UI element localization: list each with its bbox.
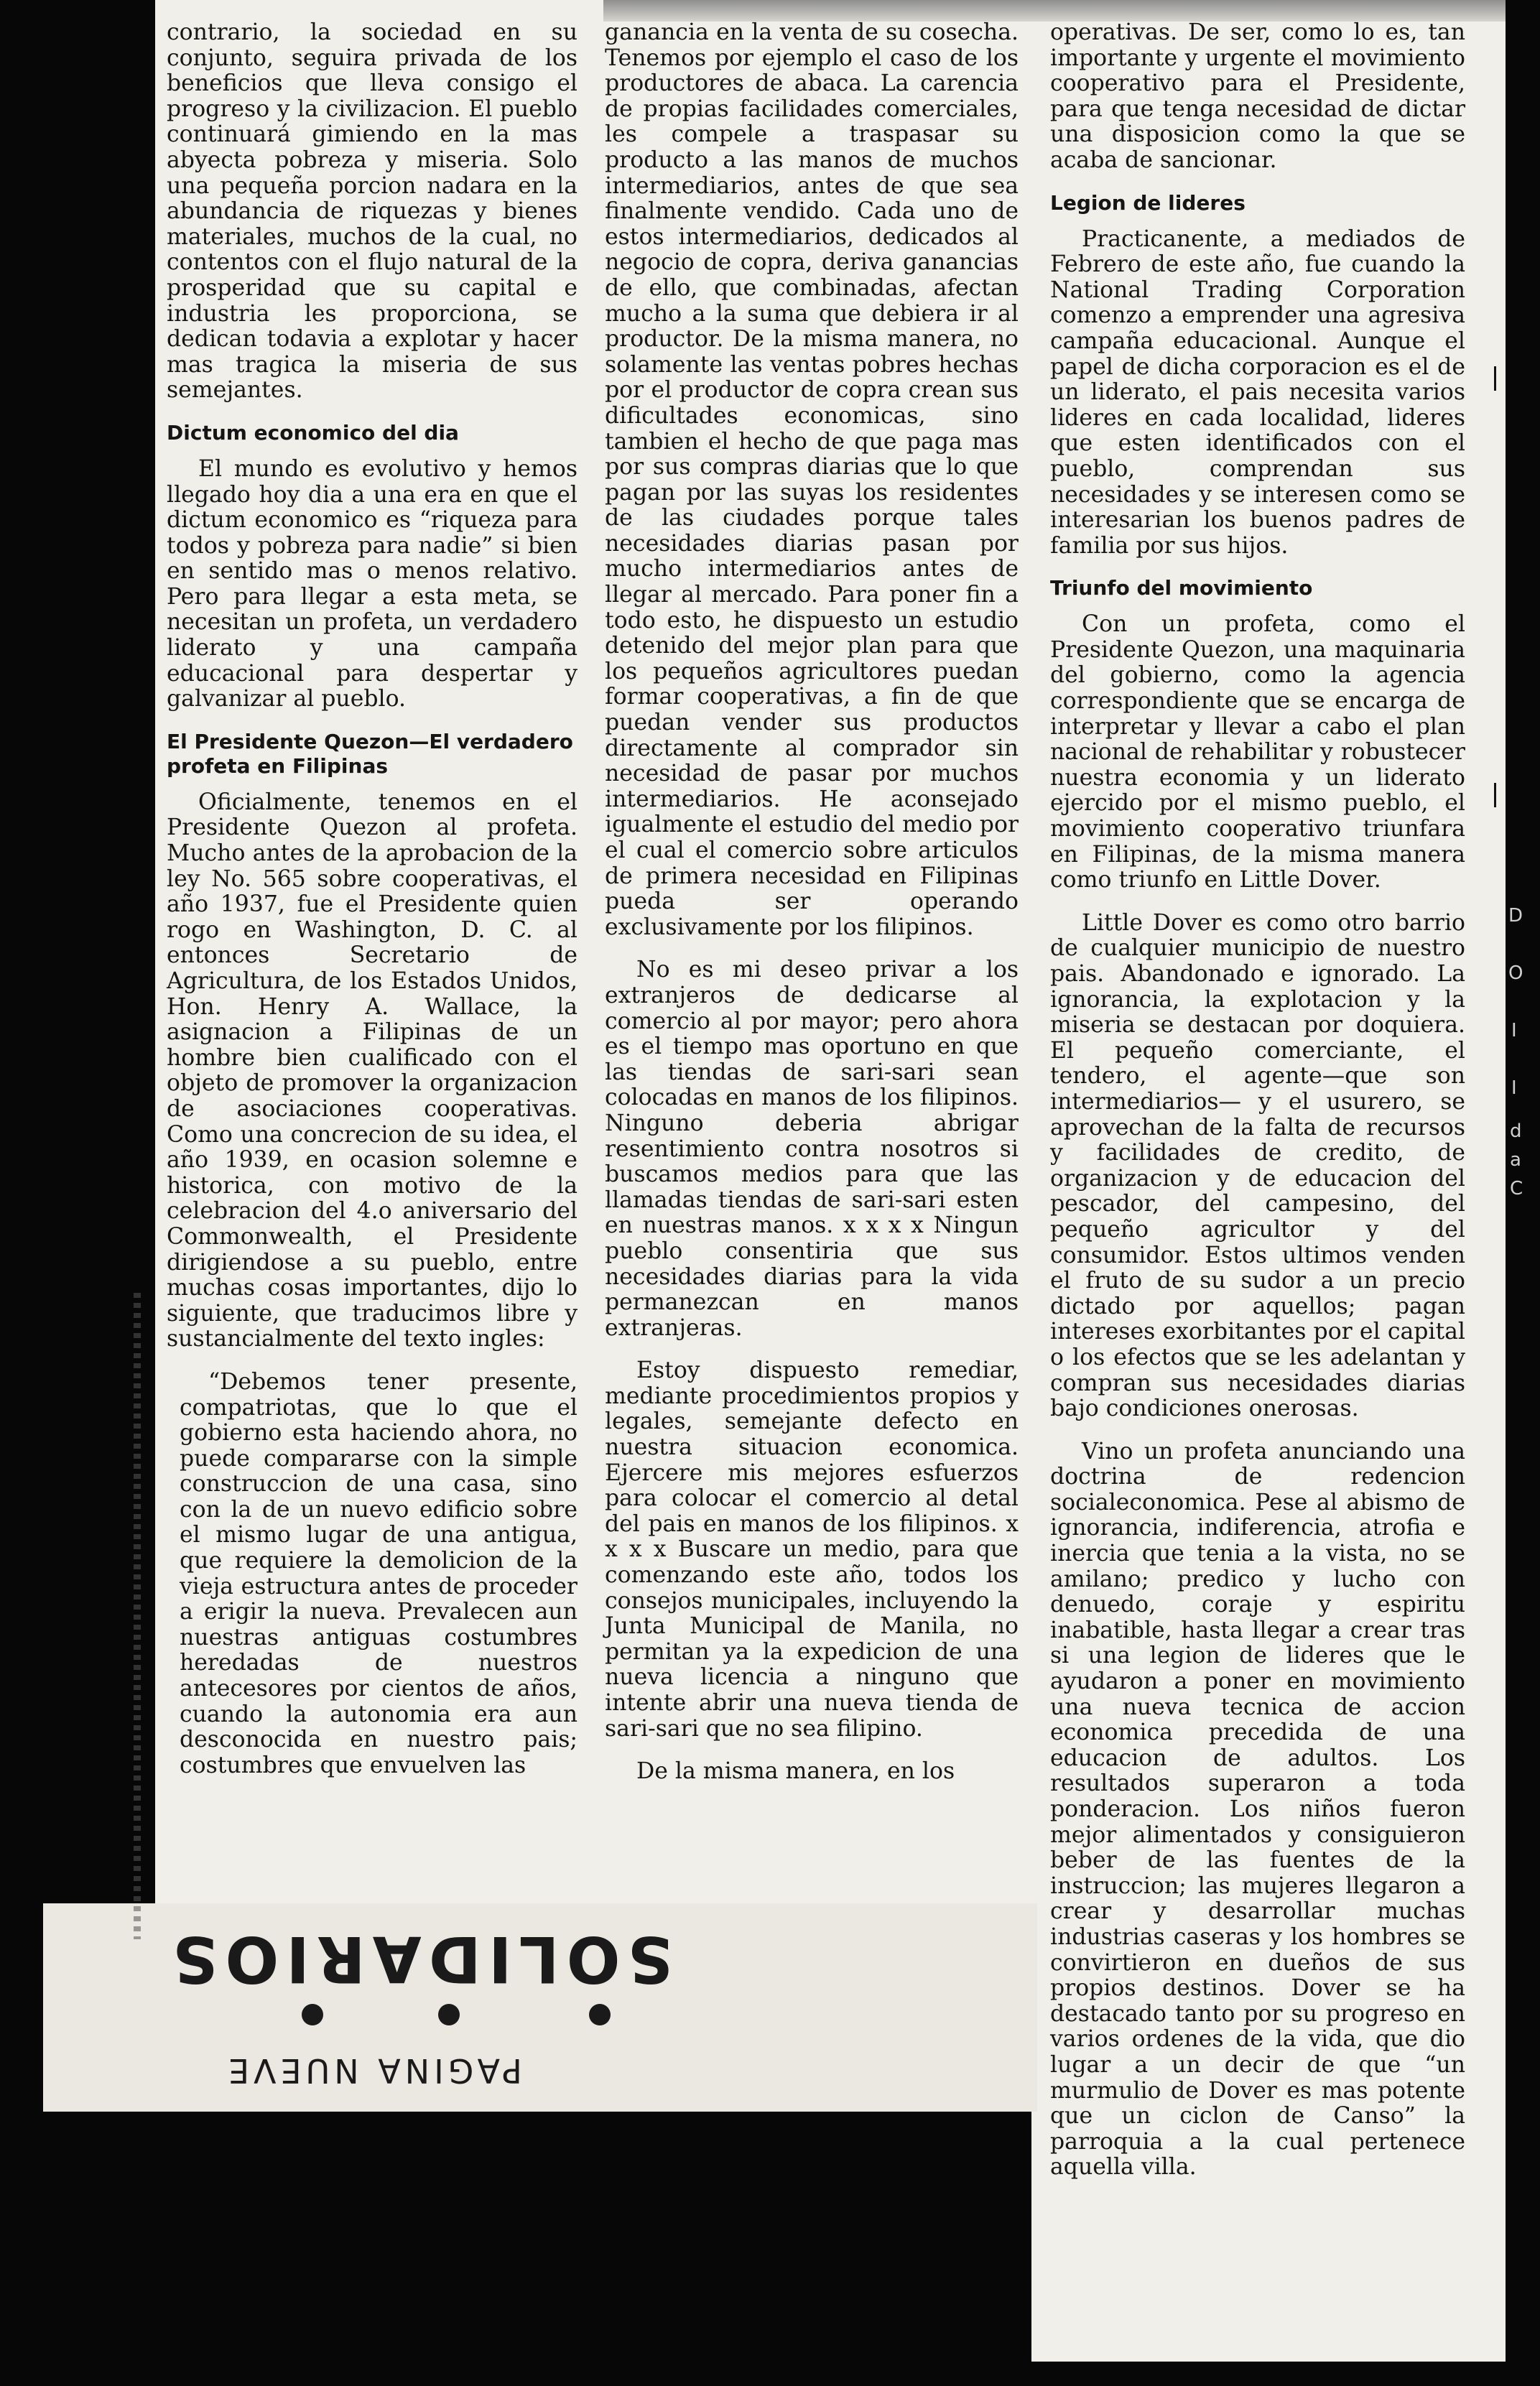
col3-legion-paragraph: Practicanente, a mediados de Febrero de este año, fue cuando la National Trading Corporation comenzo a emprender una agresiva campaña educacional. Aunque el papel de dicha corporacion es el de un liderato, el pais necesita varios lideres en cada localidad, lideres que esten identificados con el pueblo, comprendan sus necesidades y se interesen como se interesarian los buenos padres de familia por sus hijos. (1050, 226, 1465, 559)
col3-triunfo-paragraph: Con un profeta, como el Presidente Quezon, una maquinaria del gobierno, como la agencia correspondiente que se encarga de interpretar y llevar a cabo el plan nacional de rehabilitar y robustecer nuestra economia y un liderato ejercido por el mismo pueblo, el movimiento cooperativo triunfara en Filipinas, de la misma manera como triunfo en Little Dover. (1050, 611, 1465, 893)
col3-profeta-paragraph: Vino un profeta anunciando una doctrina de redencion socialeconomica. Pese al abismo de ignorancia, indiferencia, atrofia e inercia que tenia a la vista, no se amilano; predico y lucho con denuedo, coraje y espiritu inabatible, hasta llegar a crear tras si una legion de lideres que le ayudaron a poner en movimiento una nueva tecnica de accion economica precedida de una educacion de adultos. Los resultados superaron a toda ponderacion. Los niños fueron mejor alimentados y consiguieron beber de las fuentes de la instruccion; las mujeres llegaron a crear y desarrollar muchas industrias caseras y los hombres se convirtieron en dueños de sus propios destinos. Dover se ha destacado tanto por su progreso en varios ordenes de la vida, que dio lugar a un decir de que “un murmulio de Dover es mas potente que un ciclon de Canso” la parroquia a la cual pertenece aquella villa. (1050, 1438, 1465, 2181)
column-tick-2 (1494, 783, 1496, 807)
article-column-2 (605, 20, 1019, 1802)
edge-glyph-7: C (1510, 1178, 1523, 1199)
perforation-marks (134, 1293, 141, 1939)
article-column-3 (1050, 20, 1465, 2198)
edge-glyph-3: I (1511, 1020, 1517, 1041)
col1-heading-dictum: Dictum economico del dia (167, 420, 459, 445)
banner-dot-3 (589, 2004, 611, 2025)
col1-quezon-paragraph: Oficialmente, tenemos en el Presidente Quezon al profeta. Mucho antes de la aprobacion de la ley No. 565 sobre cooperativas, el año 1937, fue el Presidente quien rogo en Washington, D. C. al entonces Secretario de Agricultura, de los Estados Unidos, Hon. Henry A. Wallace, la asignacion a Filipinas de un hombre bien cualificado con el objeto de promover la organizacion de asociaciones cooperativas. Como una concrecion de su idea, el año 1939, en ocasion solemne e historica, con motivo de la celebracion del 4.o aniversario del Commonwealth, el Presidente dirigiendose a su pueblo, entre muchas cosas importantes, dijo lo siguiente, que traducimos libre y sustancialmente del texto ingles: (167, 789, 578, 1352)
col3-dover-paragraph: Little Dover es como otro barrio de cualquier municipio de nuestro pais. Abandonado e ignorado. La ignorancia, la explotacion y la miseria se destacan por doquiera. El pequeño comerciante, el tendero, el agente—que son intermediarios— y el usurero, se aprovechan de la falta de recursos y facilidades de credito, de organizacion y de educacion del pescador, del campesino, del pequeño agricultor y del consumidor. Estos ultimos venden el fruto de su sudor a un precio dictado por aquellos; pagan intereses exorbitantes por el capital o los efectos que se les adelantan y compran sus necesidades diarias bajo condiciones onerosas. (1050, 909, 1465, 1422)
edge-glyph-1: D (1508, 905, 1523, 927)
col1-dictum-paragraph: El mundo es evolutivo y hemos llegado hoy dia a una era en que el dictum economico es “riqueza para todos y pobreza para nadie” si bien en sentido mas o menos relativo. Pero para llegar a esta meta, se necesitan un profeta, un verdadero liderato y una campaña educacional para despertar y galvanizar al pueblo. (167, 455, 578, 712)
col3-heading-legion: Legion de lideres (1050, 190, 1246, 215)
col2-remedy-paragraph: Estoy dispuesto remediar, mediante procedimientos propios y legales, semejante defecto en nuestra situacion economica. Ejercere mis mejores esfuerzos para colocar el comercio al detal del pais en manos de los filipinos. x x x x Buscare un medio, para que comenzando este año, todos los consejos municipales, incluyendo la Junta Municipal de Manila, no permitan ya la expedicion de una nueva licencia a ninguno que intente abrir una nueva tienda de sari-sari que no sea filipino. (605, 1357, 1019, 1742)
col3-lead-paragraph: operativas. De ser, como lo es, tan importante y urgente el movimiento cooperativo para el Presidente, para que tenga necesidad de dictar una disposicion como la que se acaba de sancionar. (1050, 19, 1465, 173)
col1-quote-paragraph: “Debemos tener presente, compatriotas, que lo que el gobierno esta haciendo ahora, no puede compararse con la simple construccion de una casa, sino con la de un nuevo edificio sobre el mismo lugar de una antigua, que requiere la demolicion de la vieja estructura antes de proceder a erigir la nueva. Prevalecen aun nuestras antiguas costumbres heredadas de nuestros antecesores por cientos de años, cuando la autonomia era aun desconocida en nuestro pais; costumbres que envuelven las (180, 1368, 578, 1778)
edge-glyph-5: d (1510, 1120, 1522, 1142)
article-column-1 (167, 20, 578, 1796)
edge-glyph-6: a (1510, 1149, 1521, 1171)
edge-glyph-2: O (1508, 962, 1523, 984)
column-tick-1 (1494, 366, 1496, 391)
col2-sari-sari-paragraph: No es mi deseo privar a los extranjeros de dedicarse al comercio al por mayor; pero ahora es el tiempo mas oportuno en que las tiendas de sari-sari sean colocadas en manos de los filipinos. Ninguno deberia abrigar resentimiento contra nosotros si buscamos medios para que las llamadas tiendas de sari-sari esten en nuestras manos. x x x x Ningun pueblo consentiria que sus necesidades diarias para la vida permanezcan en manos extranjeras. (605, 957, 1019, 1341)
col1-heading-quezon: El Presidente Quezon—El verdadero profeta en Filipinas (167, 729, 573, 778)
edge-glyph-4: I (1511, 1077, 1517, 1099)
torn-header-band (603, 0, 1506, 22)
col2-closing-fragment: De la misma manera, en los (636, 1758, 955, 1785)
upside-down-page-label: PAGINA NUEVE (224, 2051, 522, 2090)
col2-lead-paragraph: ganancia en la venta de su cosecha. Tenemos por ejemplo el caso de los productores de abaca. La carencia de propias facilidades comerciales, les compele a traspasar su producto a las manos de muchos intermediarios, antes de que sea finalmente vendido. Cada uno de estos intermediarios, dedicados al negocio de copra, deriva ganancias de ello, que combinadas, afectan mucho a la suma que debiera ir al productor. De la misma manera, no solamente las ventas pobres hechas por el productor de copra crean sus dificultades economicas, sino tambien el hecho de que paga mas por sus compras diarias que lo que pagan por las suyas los residentes de las ciudades porque tales necesidades diarias pasan por mucho intermediarios antes de llegar al mercado. Para poner fin a todo esto, he dispuesto un estudio detenido del mejor plan para que los pequeños agricultores puedan formar cooperativas, a fin de que puedan vender sus productos directamente al comprador sin necesidad de pasar por muchos intermediarios. He aconsejado igualmente el estudio del medio por el cual el comercio sobre articulos de primera necesidad en Filipinas pueda ser operando exclusivamente por los filipinos. (605, 19, 1019, 940)
banner-dot-1 (302, 2004, 323, 2025)
col1-lead-paragraph: contrario, la sociedad en su conjunto, seguira privada de los beneficios que lleva consigo el progreso y la civilizacion. El pueblo continuará gimiendo en la mas abyecta pobreza y miseria. Solo una pequeña porcion nadara en la abundancia de riquezas y bienes materiales, muchos de la cual, no contentos con el flujo natural de la prosperidad que su capital e industria les proporciona, se dedican todavia a explotar y hacer mas tragica la miseria de sus semejantes. (167, 19, 578, 404)
banner-dot-2 (438, 2004, 460, 2025)
col3-heading-triunfo: Triunfo del movimiento (1050, 576, 1313, 600)
upside-down-banner: SOLIDARIOS (165, 1922, 673, 1996)
